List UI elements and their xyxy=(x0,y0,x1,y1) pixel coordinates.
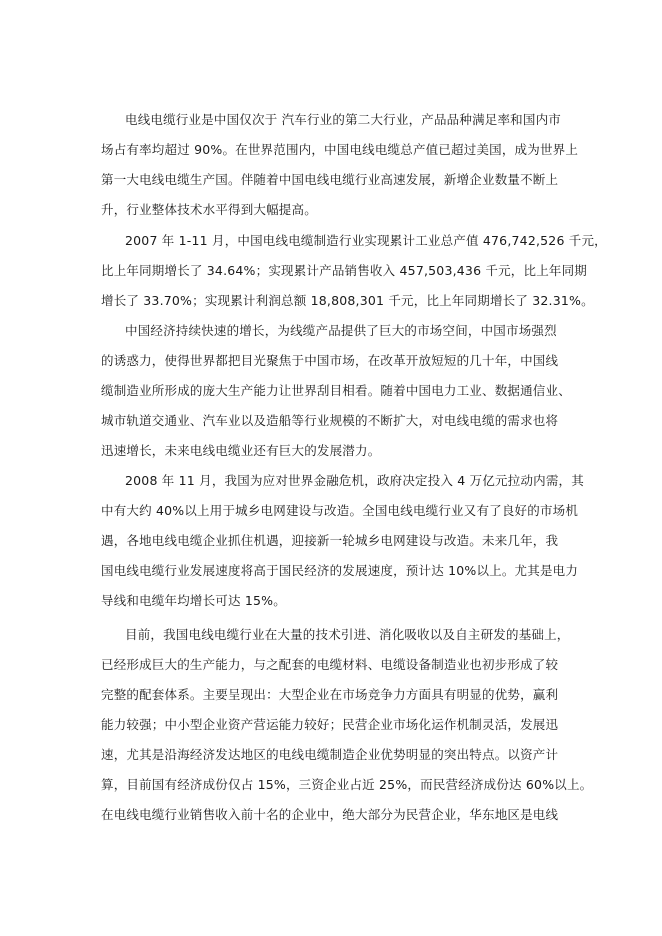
text-line: 已经形成巨大的生产能力，与之配套的电缆材料、电缆设备制造业也初步形成了较 xyxy=(101,657,559,672)
text-line: 的诱惑力，使得世界都把目光聚焦于中国市场，在改革开放短短的几十年，中国线 xyxy=(101,353,559,368)
text-line: 国电线电缆行业发展速度将高于国民经济的发展速度，预计达 10%以上。尤其是电力 xyxy=(101,563,579,578)
text-line: 算，目前国有经济成份仅占 15%，三资企业占近 25%，而民营经济成份达 60%以上。 xyxy=(101,777,593,792)
text-line: 目前，我国电线电缆行业在大量的技术引进、消化吸收以及自主研发的基础上， xyxy=(125,627,570,642)
text-line: 2007 年 1-11 月，中国电线电缆制造行业实现累计工业总产值 476,742,526 千元， xyxy=(125,233,607,248)
text-line: 迅速增长，未来电线电缆业还有巨大的发展潜力。 xyxy=(101,443,381,458)
text-line: 中有大约 40%以上用于城乡电网建设与改造。全国电线电缆行业又有了良好的市场机 xyxy=(101,503,579,518)
text-line: 遇，各地电线电缆企业抓住机遇，迎接新一轮城乡电网建设与改造。未来几年，我 xyxy=(101,533,559,548)
text-line: 中国经济持续快速的增长，为线缆产品提供了巨大的市场空间，中国市场强烈 xyxy=(125,323,557,338)
text-line: 导线和电缆年均增长可达 15%。 xyxy=(101,593,286,608)
text-line: 城市轨道交通业、汽车业以及造船等行业规模的不断扩大，对电线电缆的需求也将 xyxy=(101,413,559,428)
text-line: 2008 年 11 月，我国为应对世界金融危机，政府决定投入 4 万亿元拉动内需，其 xyxy=(125,473,584,488)
text-line: 比上年同期增长了 34.64%；实现累计产品销售收入 457,503,436 千元，比上年同期 xyxy=(101,263,588,278)
text-line: 增长了 33.70%；实现累计利润总额 18,808,301 千元，比上年同期增长了 32.31%。 xyxy=(101,293,594,308)
text-line: 升，行业整体技术水平得到大幅提高。 xyxy=(101,202,317,217)
text-line: 能力较强；中小型企业资产营运能力较好；民营企业市场化运作机制灵活，发展迅 xyxy=(101,717,559,732)
text-line: 速，尤其是沿海经济发达地区的电线电缆制造企业优势明显的突出特点。以资产计 xyxy=(101,747,559,762)
text-line: 电线电缆行业是中国仅次于 汽车行业的第二大行业，产品品种满足率和国内市 xyxy=(125,112,561,127)
text-line: 场占有率均超过 90%。在世界范围内，中国电线电缆总产值已超过美国，成为世界上 xyxy=(101,142,579,157)
text-line: 在电线电缆行业销售收入前十名的企业中，绝大部分为民营企业，华东地区是电线 xyxy=(101,807,559,822)
text-line: 第一大电线电缆生产国。伴随着中国电线电缆行业高速发展，新增企业数量不断上 xyxy=(101,172,559,187)
text-line: 完整的配套体系。主要呈现出：大型企业在市场竞争力方面具有明显的优势，赢利 xyxy=(101,687,559,702)
text-line: 缆制造业所形成的庞大生产能力让世界刮目相看。随着中国电力工业、数据通信业、 xyxy=(101,383,571,398)
